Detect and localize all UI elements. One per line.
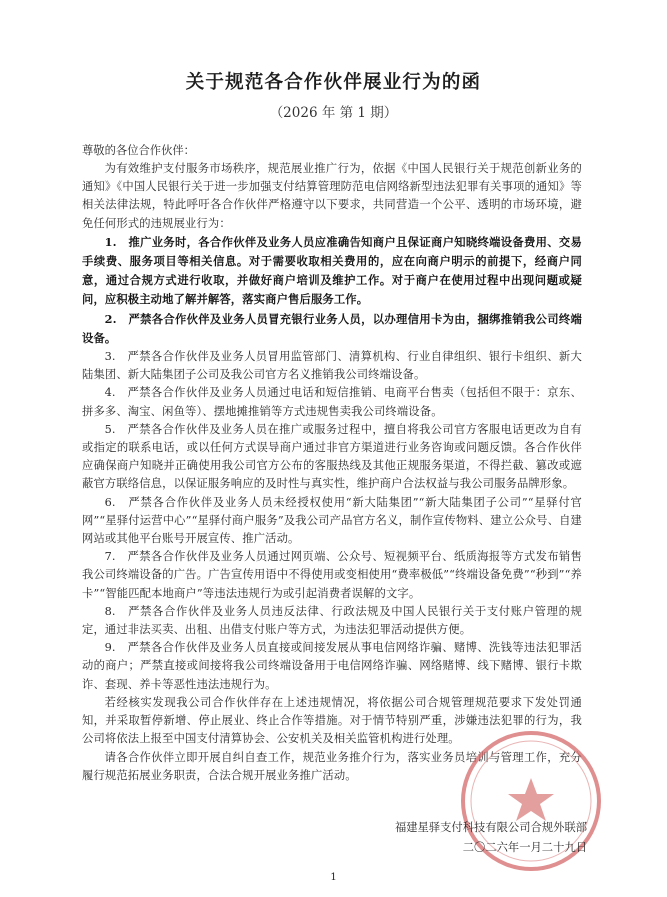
item-1-text: 1. 推广业务时，各合作伙伴及业务人员应准确告知商户且保证商户知晓终端设备费用、交易手续费、服务项目等相关信息。对于需要收取相关费用的，应在向商户明示的前提下，经商户同意，通过合规方式进行收取，并做好商户培训及维护工作。对于商户在使用过程中出现问题或疑问，应积极主动地了解并解答，落实商户售后服务工作。 bbox=[82, 234, 582, 307]
signature-block bbox=[395, 818, 587, 858]
letter-body bbox=[82, 160, 582, 785]
item-2-text: 2. 严禁各合作伙伴及业务人员冒充银行业务人员，以办理信用卡为由，捆绑推销我公司终端设备。 bbox=[82, 311, 582, 345]
signature-date: 二〇二六年一月二十九日 bbox=[462, 841, 587, 854]
closing-paragraph-1: 若经核实发现我公司合作伙伴存在上述违规情况，将依据公司合规管理规范要求下发处罚通知，并采取暂停新增、停止展业、终止合作等措施。对于情节特别严重，涉嫌违法犯罪的行为，我公司将依法上报至中国支付清算协会、公安机关及相关监管机构进行处理。 bbox=[82, 695, 582, 746]
intro-paragraph: 为有效维护支付服务市场秩序，规范展业推广行为，依据《中国人民银行关于规范创新业务的通知》《中国人民银行关于进一步加强支付结算管理防范电信网络新型违法犯罪有关事项的通知》等相关法律法规，特此呼吁各合作伙伴严格遵守以下要求，共同营造一个公平、透明的市场环境，避免任何形式的违规展业行为： bbox=[82, 162, 582, 230]
issue-number: （2026 年 第 1 期） bbox=[269, 105, 398, 121]
item-4: 4. 严禁各合作伙伴及业务人员通过电话和短信推销、电商平台售卖（包括但不限于：京东、拼多多、淘宝、闲鱼等）、摆地摊推销等方式违规售卖我公司终端设备。 bbox=[82, 386, 582, 418]
item-5: 5. 严禁各合作伙伴及业务人员在推广或服务过程中，擅自将我公司官方客服电话更改为自有或指定的联系电话，或以任何方式误导商户通过非官方渠道进行业务咨询或问题反馈。各合作伙伴应确保商户知晓并正确使用我公司官方公布的客服热线及其他正规服务渠道，不得拦截、篡改或遮蔽官方联络信息，以保证服务响应的及时性与真实性，维护商户合法权益与我公司服务品牌形象。 bbox=[82, 422, 582, 491]
page-number: 1 bbox=[330, 872, 337, 883]
item-2 bbox=[82, 310, 582, 348]
item-9: 9. 严禁各合作伙伴及业务人员直接或间接发展从事电信网络诈骗、赌博、洗钱等违法犯罪活动的商户；严禁直接或间接将我公司终端设备用于电信网络诈骗、网络赌博、线下赌博、银行卡欺诈、套现、养卡等恶性违法违规行为。 bbox=[82, 641, 582, 691]
item-7: 7. 严禁各合作伙伴及业务人员通过网页端、公众号、短视频平台、纸质海报等方式发布销售我公司终端设备的广告。广告宣传用语中不得使用或变相使用“费率极低”“终端设备免费”“秒到”“养卡”“智能匹配本地商户”等违法违规行为或引起消费者误解的文字。 bbox=[82, 550, 582, 600]
closing-paragraph-2: 请各合作伙伴立即开展自纠自查工作，规范业务推介行为，落实业务员培训与管理工作，充分履行规范拓展业务职责，合法合规开展业务推广活动。 bbox=[82, 750, 582, 782]
item-1 bbox=[82, 233, 582, 310]
signature-org: 福建星驿支付科技有限公司合规外联部 bbox=[394, 821, 587, 834]
document-title: 关于规范各合作伙伴展业行为的函 bbox=[185, 72, 482, 93]
greeting: 尊敬的各位合作伙伴： bbox=[82, 144, 195, 157]
item-3: 3. 严禁各合作伙伴及业务人员冒用监管部门、清算机构、行业自律组织、银行卡组织、新大陆集团、新大陆集团子公司及我公司官方名义推销我公司终端设备。 bbox=[82, 350, 582, 382]
item-8: 8. 严禁各合作伙伴及业务人员违反法律、行政法规及中国人民银行关于支付账户管理的规定，通过非法买卖、出租、出借支付账户等方式，为违法犯罪活动提供方便。 bbox=[82, 604, 582, 637]
item-6: 6. 严禁各合作伙伴及业务人员未经授权使用“新大陆集团”“新大陆集团子公司”“星驿付官网”“星驿付运营中心”“星驿付商户服务”及我公司产品官方名义，制作宣传物料、建立公众号、自建网站或其他平台账号开展宣传、推广活动。 bbox=[82, 495, 582, 546]
